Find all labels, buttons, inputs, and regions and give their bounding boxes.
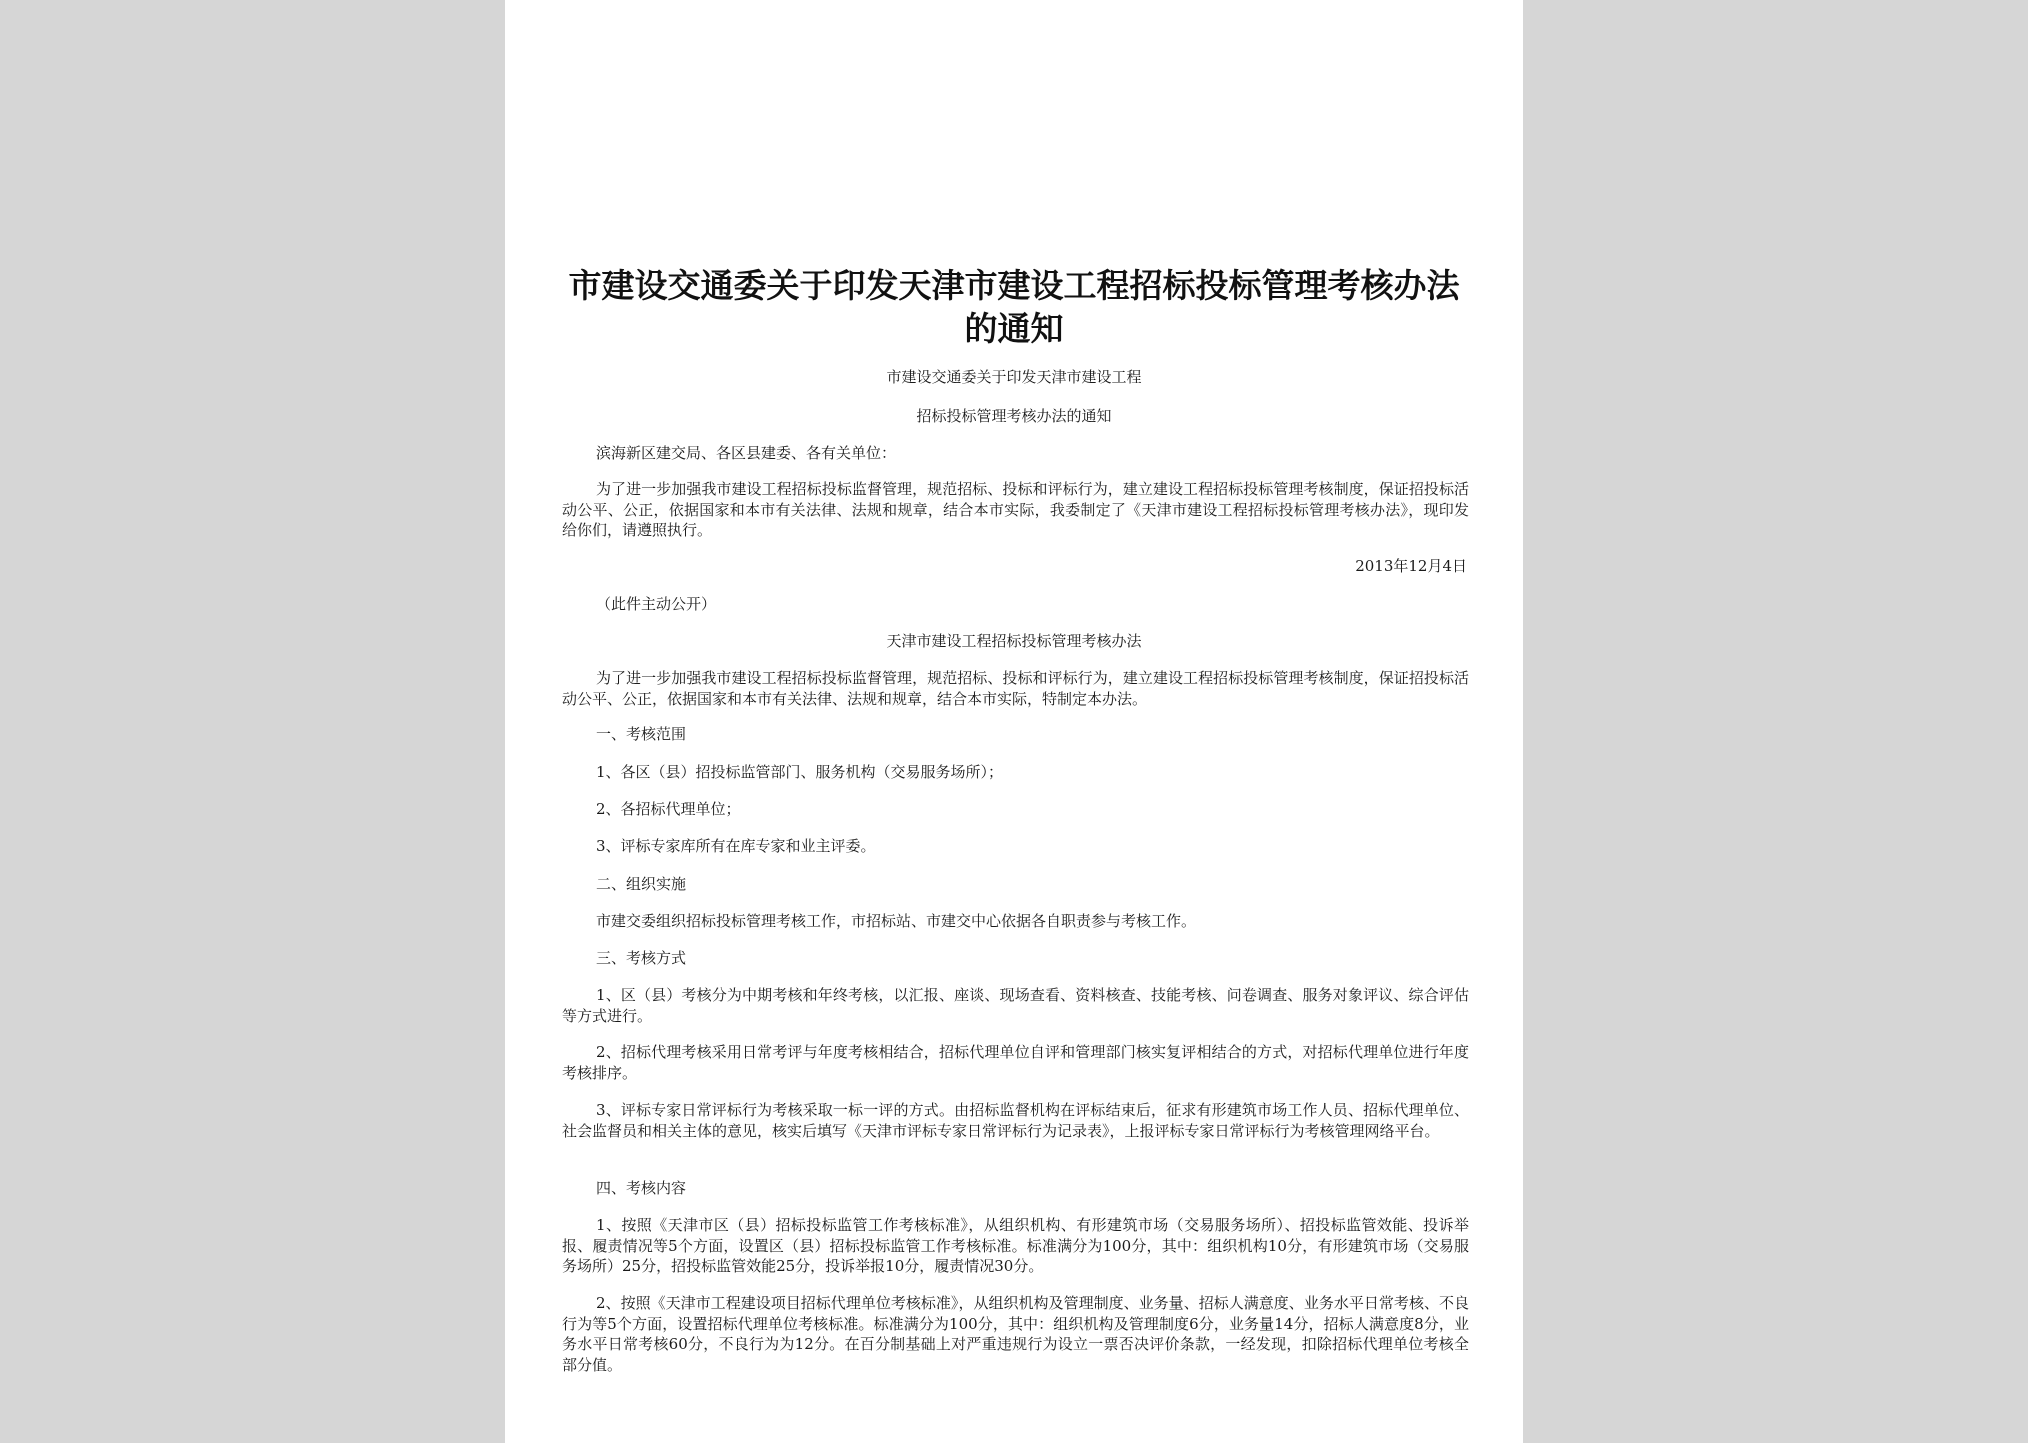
- organization-text: 市建交委组织招标投标管理考核工作，市招标站、市建交中心依据各自职责参与考核工作。: [596, 912, 1197, 930]
- section-heading-content: 四、考核内容: [596, 1179, 687, 1197]
- section-heading-organization: 二、组织实施: [596, 875, 687, 893]
- addressee: 滨海新区建交局、各区县建委、各有关单位：: [596, 444, 897, 462]
- subtitle-line-2: 招标投标管理考核办法的通知: [916, 407, 1112, 425]
- document-title: 市建设交通委关于印发天津市建设工程招标投标管理考核办法的通知: [568, 266, 1460, 348]
- subtitle-line-1: 市建设交通委关于印发天津市建设工程: [886, 368, 1142, 386]
- document-page: [505, 0, 1523, 1443]
- measures-intro-paragraph: 为了进一步加强我市建设工程招标投标监督管理，规范招标、投标和评标行为，建立建设工程招标投标管理考核制度，保证招投标活动公平、公正，依据国家和本市有关法律、法规和规章，结合本市实际，特制定本办法。: [562, 669, 1469, 708]
- method-item-1: 1、区（县）考核分为中期考核和年终考核，以汇报、座谈、现场查看、资料核查、技能考核、问卷调查、服务对象评议、综合评估等方式进行。: [562, 986, 1469, 1025]
- measures-title: 天津市建设工程招标投标管理考核办法: [886, 632, 1142, 650]
- section-heading-method: 三、考核方式: [596, 949, 687, 967]
- content-item-2: 2、按照《天津市工程建设项目招标代理单位考核标准》，从组织机构及管理制度、业务量、招标人满意度、业务水平日常考核、不良行为等5个方面，设置招标代理单位考核标准。标准满分为100分，其中：组织机构及管理制度6分，业务量14分，招标人满意度8分，业务水平日常考核60分，不良行为为12分。在百分制基础上对严重违规行为设立一票否决评价条款，一经发现，扣除招标代理单位考核全部分值。: [562, 1294, 1469, 1374]
- scope-item-2: 2、各招标代理单位；: [596, 800, 741, 818]
- content-item-1: 1、按照《天津市区（县）招标投标监管工作考核标准》，从组织机构、有形建筑市场（交易服务场所）、招投标监管效能、投诉举报、履责情况等5个方面，设置区（县）招标投标监管工作考核标准。标准满分为100分，其中：组织机构10分，有形建筑市场（交易服务场所）25分，招投标监管效能25分，投诉举报10分，履责情况30分。: [562, 1216, 1469, 1275]
- section-heading-scope: 一、考核范围: [596, 725, 687, 743]
- scope-item-1: 1、各区（县）招投标监管部门、服务机构（交易服务场所）；: [596, 763, 1004, 781]
- scope-item-3: 3、评标专家库所有在库专家和业主评委。: [596, 837, 876, 855]
- intro-paragraph: 为了进一步加强我市建设工程招标投标监督管理，规范招标、投标和评标行为，建立建设工程招标投标管理考核制度，保证招投标活动公平、公正，依据国家和本市有关法律、法规和规章，结合本市实际，我委制定了《天津市建设工程招标投标管理考核办法》，现印发给你们，请遵照执行。: [562, 480, 1469, 539]
- method-item-2: 2、招标代理考核采用日常考评与年度考核相结合，招标代理单位自评和管理部门核实复评相结合的方式，对招标代理单位进行年度考核排序。: [562, 1043, 1469, 1082]
- method-item-3: 3、评标专家日常评标行为考核采取一标一评的方式。由招标监督机构在评标结束后，征求有形建筑市场工作人员、招标代理单位、社会监督员和相关主体的意见，核实后填写《天津市评标专家日常评标行为记录表》，上报评标专家日常评标行为考核管理网络平台。: [562, 1101, 1469, 1140]
- issue-date: 2013年12月4日: [1355, 557, 1467, 575]
- disclosure-note: （此件主动公开）: [596, 595, 717, 613]
